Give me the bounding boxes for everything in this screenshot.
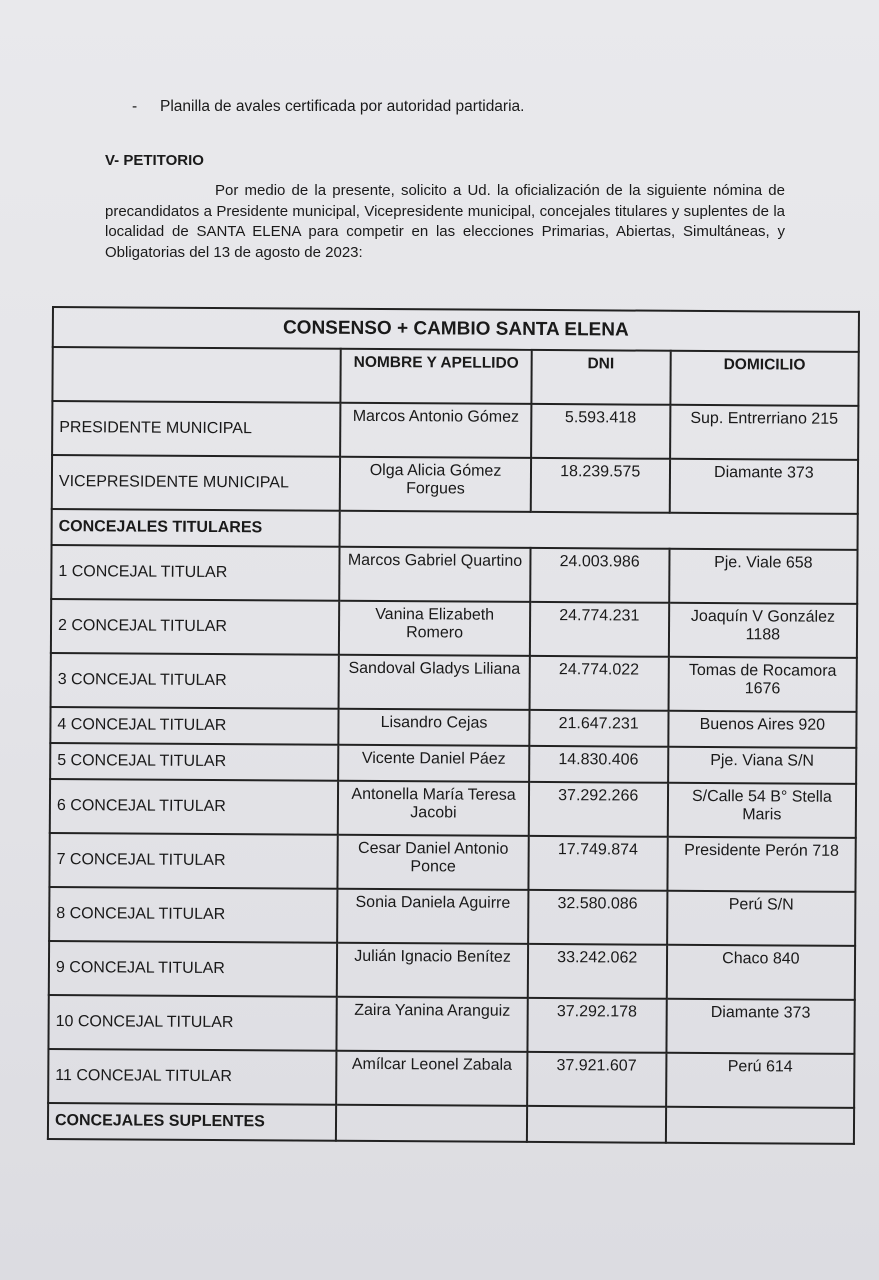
table-row (50, 743, 856, 784)
table-row (48, 995, 854, 1054)
cargo-cell: 7 CONCEJAL TITULAR (49, 833, 338, 889)
section-row-titulares (52, 509, 858, 550)
table-title: CONSENSO + CAMBIO SANTA ELENA (53, 307, 859, 352)
dni-cell: 37.921.607 (527, 1052, 666, 1107)
domicilio-cell: Pje. Viana S/N (668, 747, 856, 784)
empty-cell (527, 1106, 666, 1143)
header-nombre: NOMBRE Y APELLIDO (341, 349, 532, 404)
dni-cell: 24.774.231 (530, 602, 669, 657)
table-row (52, 455, 858, 514)
nombre-cell: Antonella María Teresa Jacobi (338, 781, 529, 836)
dni-cell: 14.830.406 (529, 746, 668, 783)
section-label-titulares: CONCEJALES TITULARES (52, 509, 341, 547)
cargo-cell: 3 CONCEJAL TITULAR (51, 653, 340, 709)
domicilio-cell: Buenos Aires 920 (668, 711, 856, 748)
nombre-cell: Zaira Yanina Aranguiz (337, 997, 528, 1052)
cargo-cell: VICEPRESIDENTE MUNICIPAL (52, 455, 341, 511)
empty-cell (340, 511, 858, 550)
domicilio-cell: Tomas de Rocamora 1676 (668, 657, 857, 712)
dni-cell: 37.292.178 (527, 998, 666, 1053)
empty-cell (336, 1105, 526, 1142)
cargo-cell: PRESIDENTE MUNICIPAL (52, 401, 341, 457)
dni-cell: 17.749.874 (528, 836, 667, 891)
domicilio-cell: Joaquín V González 1188 (669, 603, 858, 658)
table-row (49, 833, 855, 892)
empty-cell (666, 1107, 854, 1144)
dni-cell: 21.647.231 (529, 710, 668, 747)
dni-cell: 24.774.022 (529, 656, 668, 711)
cargo-cell: 6 CONCEJAL TITULAR (50, 779, 339, 835)
header-dni: DNI (531, 350, 670, 405)
table-row (49, 887, 855, 946)
table-row (49, 941, 855, 1000)
cargo-cell: 1 CONCEJAL TITULAR (51, 545, 340, 601)
domicilio-cell: Diamante 373 (670, 459, 859, 514)
nombre-cell: Olga Alicia Gómez Forgues (340, 457, 531, 512)
dni-cell: 5.593.418 (531, 404, 670, 459)
nombre-cell: Sonia Daniela Aguirre (338, 889, 529, 944)
domicilio-cell: Pje. Viale 658 (669, 549, 858, 604)
candidates-table (47, 306, 860, 1145)
nombre-cell: Vicente Daniel Páez (339, 745, 529, 782)
table-row (51, 653, 857, 712)
nombre-cell: Lisandro Cejas (339, 709, 529, 746)
table-row (50, 779, 856, 838)
nombre-cell: Sandoval Gladys Liliana (339, 655, 530, 710)
cargo-cell: 9 CONCEJAL TITULAR (49, 941, 338, 997)
petition-text: Por medio de la presente, solicito a Ud. la oficialización de la siguiente nómina de precandidatos a Presidente municipal, Vicepresidente municipal, concejales titulares y suplentes de la localidad de SANTA ELENA para competir en las elecciones Primarias, Abiertas, Simultáneas, y Obligatorias del 13 de agosto de 2023: (105, 182, 785, 261)
table-row (51, 545, 857, 604)
nombre-cell: Cesar Daniel Antonio Ponce (338, 835, 529, 890)
dni-cell: 24.003.986 (530, 548, 669, 603)
table-row (52, 401, 858, 460)
nombre-cell: Amílcar Leonel Zabala (337, 1051, 528, 1106)
domicilio-cell: Perú 614 (666, 1053, 855, 1108)
cargo-cell: 5 CONCEJAL TITULAR (50, 743, 339, 781)
domicilio-cell: Presidente Perón 718 (667, 837, 856, 892)
dni-cell: 18.239.575 (530, 458, 669, 513)
bullet-dash: - (132, 98, 138, 115)
dni-cell: 37.292.266 (528, 782, 667, 837)
nombre-cell: Vanina Elizabeth Romero (339, 601, 530, 656)
nombre-cell: Marcos Gabriel Quartino (340, 547, 531, 602)
cargo-cell: 10 CONCEJAL TITULAR (48, 995, 337, 1051)
domicilio-cell: Diamante 373 (666, 999, 855, 1054)
domicilio-cell: Sup. Entrerriano 215 (670, 405, 859, 460)
table-row (51, 599, 857, 658)
section-title: V- PETITORIO (105, 152, 204, 169)
section-row-suplentes (48, 1103, 854, 1144)
cargo-cell: 2 CONCEJAL TITULAR (51, 599, 340, 655)
bullet-text: Planilla de avales certificada por autoridad partidaria. (160, 98, 525, 115)
cargo-cell: 11 CONCEJAL TITULAR (48, 1049, 337, 1105)
petition-paragraph (105, 181, 785, 263)
cargo-cell: 8 CONCEJAL TITULAR (49, 887, 338, 943)
nombre-cell: Julián Ignacio Benítez (337, 943, 528, 998)
domicilio-cell: S/Calle 54 B° Stella Maris (668, 783, 857, 838)
table-row (50, 707, 856, 748)
dni-cell: 33.242.062 (527, 944, 666, 999)
header-domicilio: DOMICILIO (670, 351, 859, 406)
domicilio-cell: Perú S/N (667, 891, 856, 946)
section-label-suplentes: CONCEJALES SUPLENTES (48, 1103, 337, 1141)
dni-cell: 32.580.086 (528, 890, 667, 945)
header-cargo (52, 347, 341, 403)
nombre-cell: Marcos Antonio Gómez (341, 403, 532, 458)
cargo-cell: 4 CONCEJAL TITULAR (50, 707, 339, 745)
table-row (48, 1049, 854, 1108)
domicilio-cell: Chaco 840 (667, 945, 856, 1000)
